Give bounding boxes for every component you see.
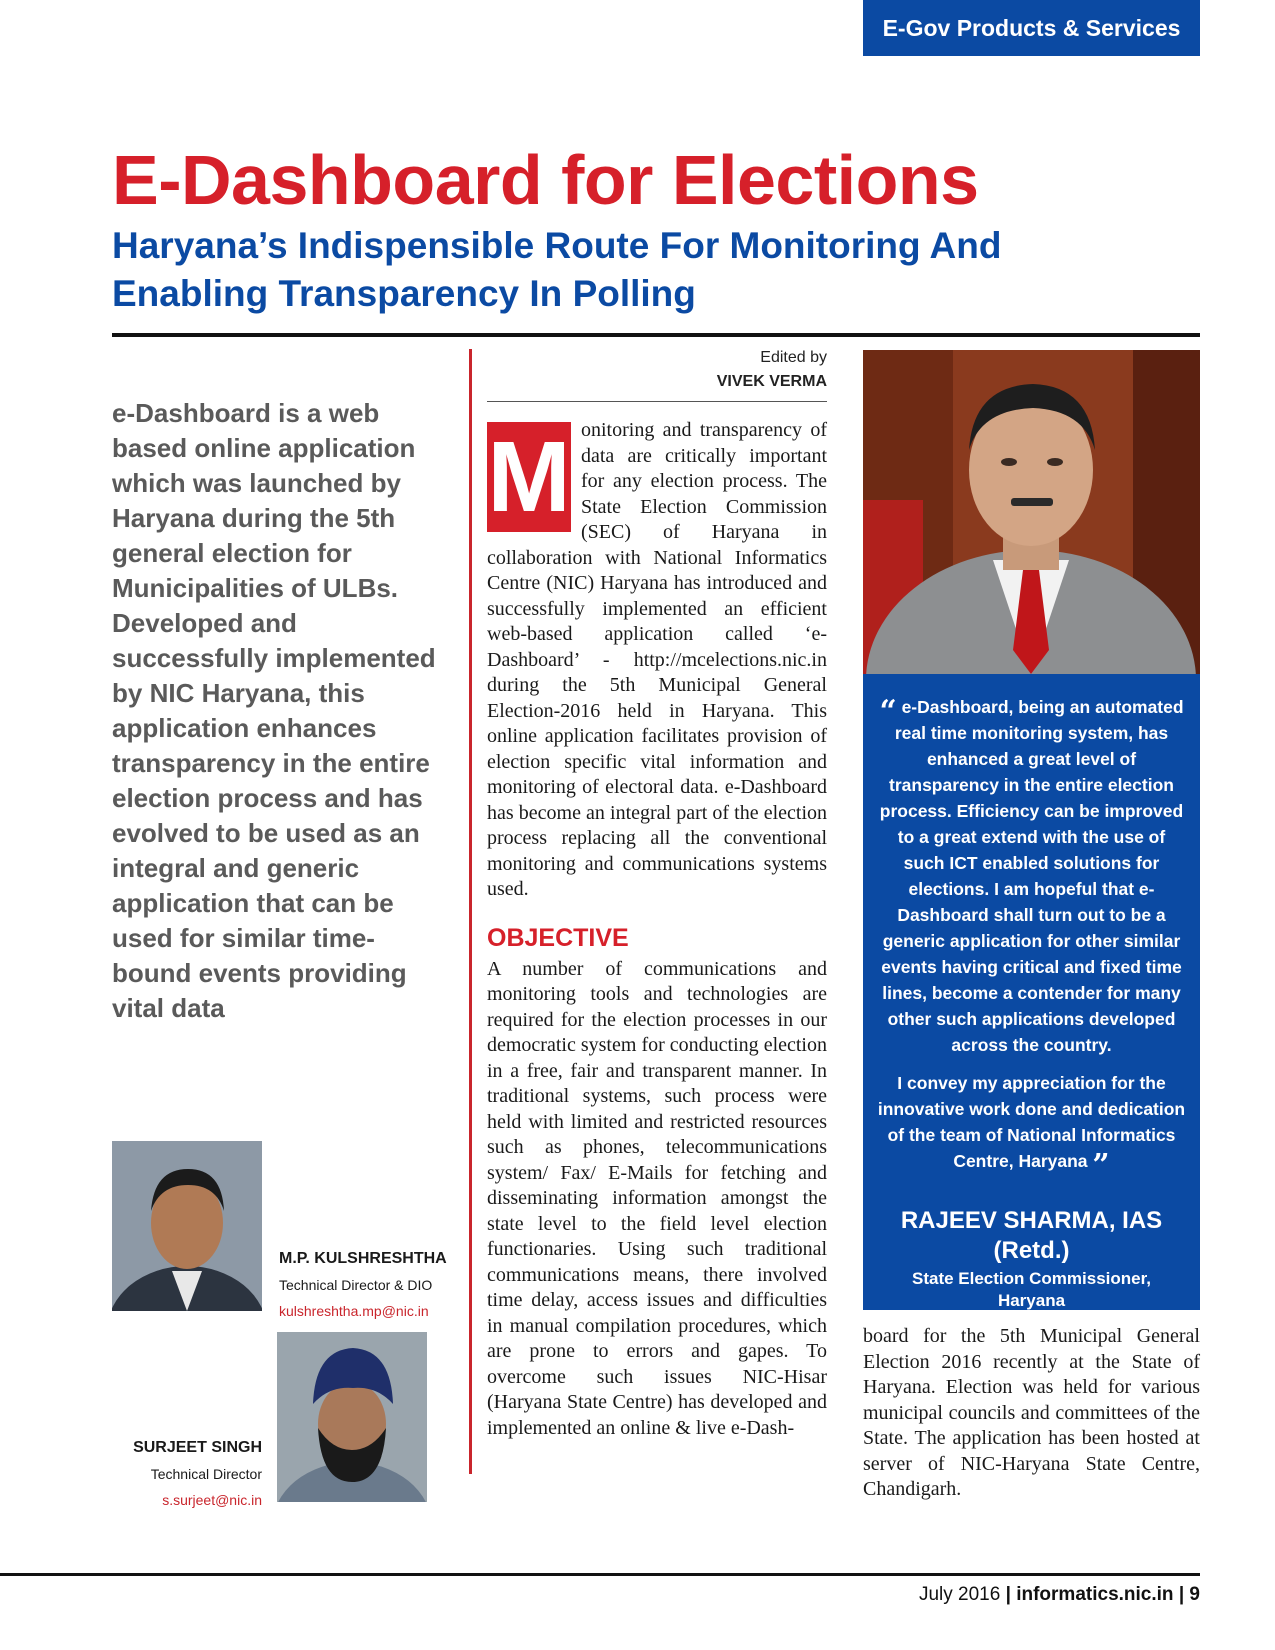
quote-paragraph-2 [877,1070,1186,1183]
edited-by-label: Edited by [760,349,827,366]
article-title: E-Dashboard for Elections [112,141,979,219]
author-credit-1 [279,1246,479,1324]
paragraph-intro: onitoring and transparency of data are critically important for any election process. The State Election Commission (SEC) of Haryana in collaboration with National Informatics Centre (NIC) Haryana has introduced and successfully implemented an efficient web-based application called ‘e-Dashboard’ - http://mcelections.nic.in during the 5th Municipal General Election-2016 held in Haryana. This online application facilitates provision of election specific vital information and monitoring of electoral data. e-Dashboard has become an integral part of the election process replacing all the conventional monitoring and communications systems used. [487,419,827,900]
paragraph-objective: A number of communications and monitoring tools and technologies are required for the election processes in our democratic system for conducting election in a free, fair and transparent manner. In traditional systems, such process were held with limited and restricted resources such as phones, telecommunications system/ Fax/ E-Mails for fetching and disseminating information amongst the state level to the field level election functionaries. Using such traditional communications means, there involved time delay, access issues and difficulties in manual compilation procedures, which are prone to errors and gapes. To overcome such issues NIC-Hisar (Haryana State Centre) has developed and implemented an online & live e-Dash- [487,957,827,1439]
section-tag: E-Gov Products & Services [863,0,1200,56]
author-photo-surjeet [277,1332,427,1502]
pull-quote [863,674,1200,1310]
author-email-link[interactable]: s.surjeet@nic.in [162,1492,262,1508]
objective-heading: OBJECTIVE [487,923,629,952]
page-number: 9 [1189,1584,1200,1605]
page-footer [919,1583,1200,1607]
author-name: M.P. KULSHRESHTHA [279,1250,447,1267]
editor-name: VIVEK VERMA [716,373,827,390]
author-role: Technical Director & DIO [279,1277,433,1293]
quote-text-2: I convey my appreciation for the innovative work done and dedication of the team of National Informatics Centre, Haryana [877,1073,1186,1171]
author-email-link[interactable]: kulshreshtha.mp@nic.in [279,1303,429,1319]
footer-divider [0,1573,1200,1576]
quote-author-name: RAJEEV SHARMA, IAS (Retd.) [900,1207,1163,1264]
author-role: Technical Director [150,1466,262,1482]
footer-site: informatics.nic.in [1016,1584,1174,1605]
quote-paragraph-1 [877,694,1186,1058]
author-credit-2 [112,1435,262,1513]
article-subtitle: Haryana’s Indispensible Route For Monitoring And Enabling Transparency In Polling [112,225,1002,314]
open-quote-icon: “ [879,694,897,729]
editor-credit [487,346,827,394]
footer-separator: | [1005,1584,1011,1605]
title-divider [112,333,1200,337]
quote-author-designation: State Election Commissioner, Haryana [911,1269,1151,1310]
close-quote-icon: ” [1092,1148,1110,1183]
commissioner-photo [863,350,1200,674]
intro-summary: e-Dashboard is a web based online application which was launched by Haryana during the 5th general election for Municipalities of ULBs. Developed and successfully implemented by NIC Haryana, this application enhances transparency in the entire election process and has evolved to be used as an integral and generic application that can be used for similar time-bound events providing vital data [112,398,436,1023]
footer-date: July 2016 [918,1584,1001,1605]
footer-separator: | [1178,1584,1185,1605]
author-name: SURJEET SINGH [133,1439,262,1456]
drop-cap: M [487,421,571,533]
article-body [487,418,827,1441]
paragraph-continued: board for the 5th Municipal General Election 2016 recently at the State of Haryana. Election was held for various municipal councils and committees of the State. The application has been hosted at server of NIC-Haryana State Centre, Chandigarh. [863,1325,1200,1500]
quote-text-1: e-Dashboard, being an automated real time monitoring system, has enhanced a great level of transparency in the entire election process. Efficiency can be improved to a great extend with the use of such ICT enabled solutions for elections. I am hopeful that e-Dashboard shall turn out to be a generic application for other similar events having critical and fixed time lines, become a contender for many other such applications developed across the country. [879,697,1184,1055]
editor-divider [487,401,827,402]
author-photo-kulshreshtha [112,1141,262,1311]
